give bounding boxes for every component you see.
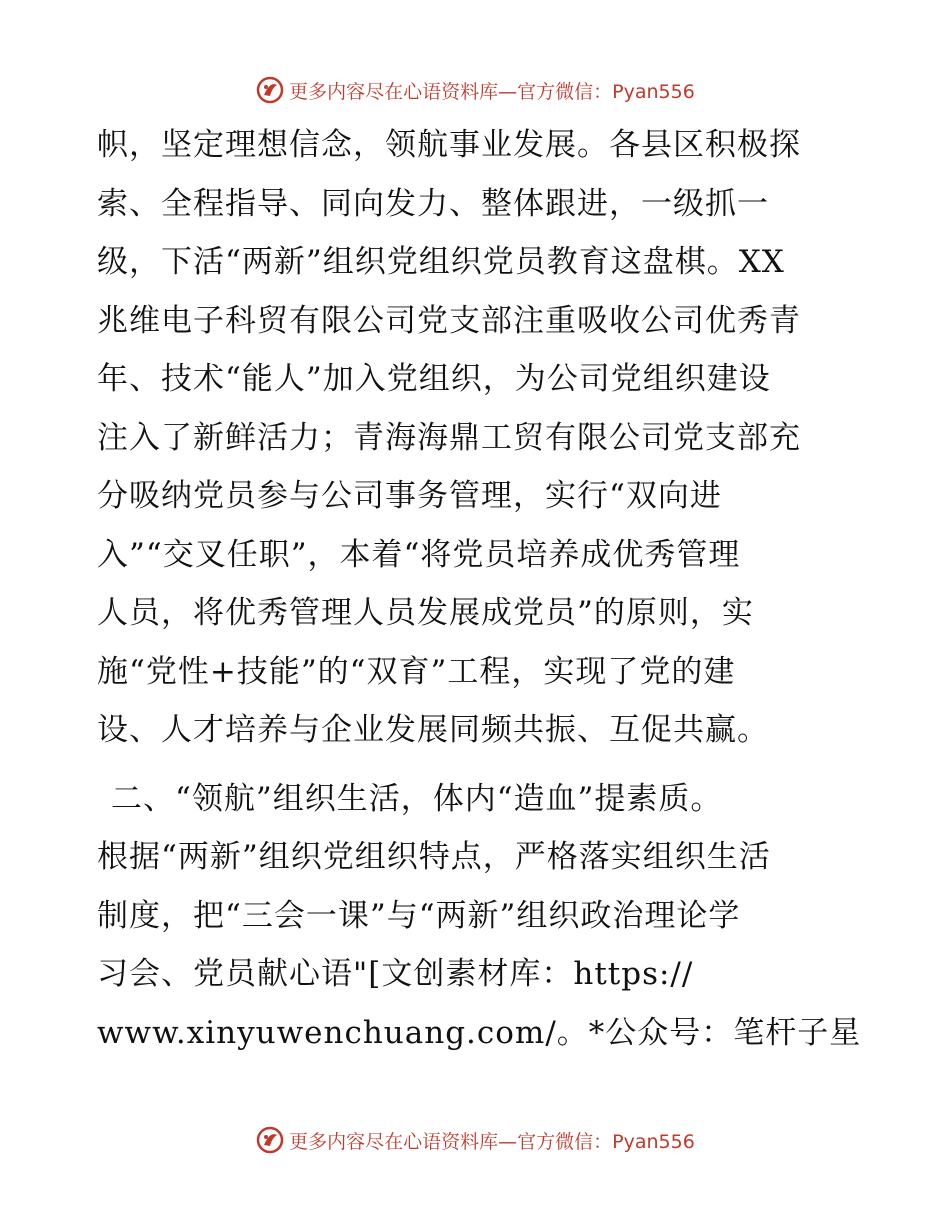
paragraph-line: 注入了新鲜活力；青海海鼎工贸有限公司党支部充 xyxy=(97,419,801,456)
header-banner-text: 更多内容尽在心语资料库—官方微信：Pyan556 xyxy=(289,80,695,103)
paragraph-line: 帜，坚定理想信念，领航事业发展。各县区积极探 xyxy=(97,127,801,163)
paragraph-line: 索、全程指导、同向发力、整体跟进，一级抓一 xyxy=(97,185,769,222)
paragraph-line: 人员，将优秀管理人员发展成党员”的原则，实 xyxy=(97,595,754,631)
paragraph-line: www.xinyuwenchuang.com/。*公众号：笔杆子星 xyxy=(97,1014,862,1051)
footer-banner-text: 更多内容尽在心语资料库—官方微信：Pyan556 xyxy=(289,1130,695,1153)
paragraph-line: 根据“两新”组织党组织特点，严格落实组织生活 xyxy=(97,839,771,875)
brand-logo-icon xyxy=(255,75,285,105)
paragraph-line: 习会、党员献心语"[文创素材库：https:// xyxy=(97,956,694,992)
paragraph-line: 制度，把“三会一课”与“两新”组织政治理论学 xyxy=(97,897,741,934)
paragraph-line: 年、技术“能人”加入党组织，为公司党组织建设 xyxy=(97,361,771,397)
header-banner xyxy=(0,70,950,110)
paragraph-line: 兆维电子科贸有限公司党支部注重吸收公司优秀青 xyxy=(97,302,801,339)
section-heading: 二、“领航”组织生活，体内“造血”提素质。 xyxy=(111,780,723,817)
paragraph-gap xyxy=(97,760,857,770)
paragraph-line: 入”“交叉任职”，本着“将党员培养成优秀管理 xyxy=(97,536,741,573)
paragraph-line: 施“党性+技能”的“双育”工程，实现了党的建 xyxy=(97,653,736,690)
paragraph-line: 级，下活“两新”组织党组织党员教育这盘棋。XX xyxy=(97,244,785,280)
footer-banner xyxy=(0,1120,950,1160)
paragraph-line: 分吸纳党员参与公司事务管理，实行“双向进 xyxy=(97,478,722,514)
brand-logo-icon xyxy=(255,1125,285,1155)
document-body xyxy=(97,116,862,1062)
paragraph-line: 设、人才培养与企业发展同频共振、互促共赢。 xyxy=(97,712,769,748)
